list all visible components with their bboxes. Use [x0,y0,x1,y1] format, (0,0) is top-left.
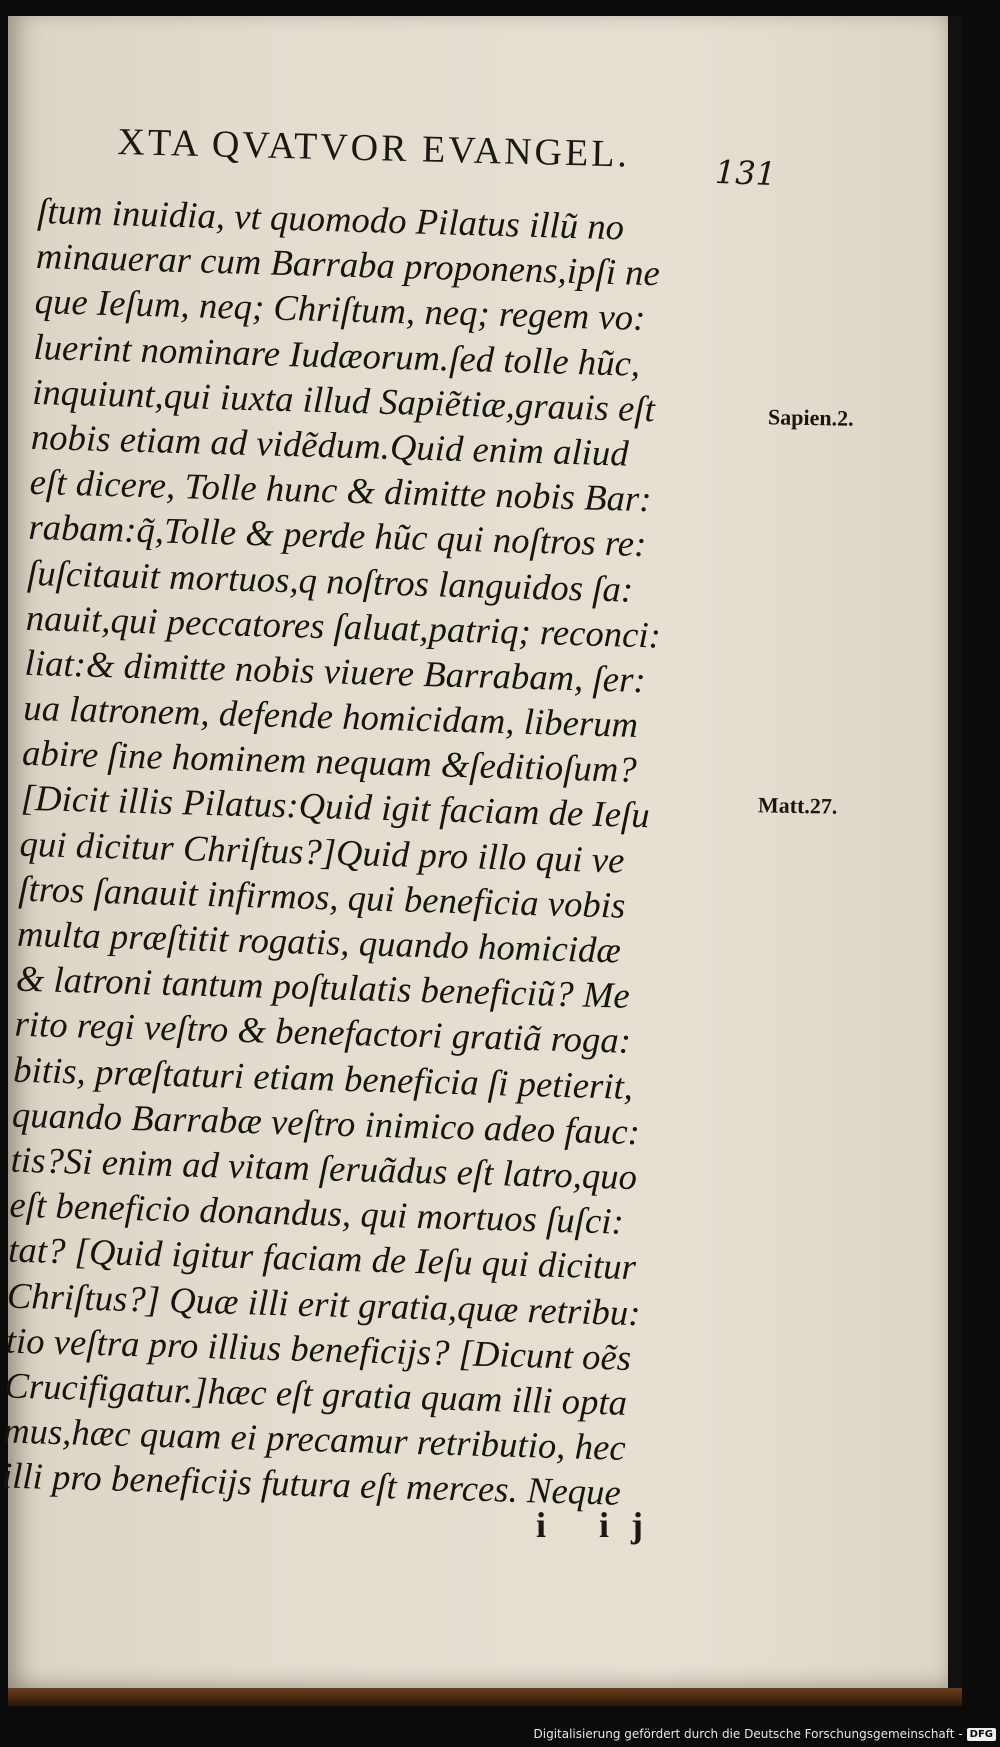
margin-note-sapien: Sapien.2. [767,404,854,431]
text-line: Crucifigatur.]hæc eſt gratia quam illi opta [3,1364,628,1423]
margin-note-matt: Matt.27. [757,792,838,819]
signature-mark: i ij [536,1505,665,1545]
text-line: ſtros ſanauit infirmos, qui beneficia vobis [17,867,627,926]
text-line: eſt beneficio donandus, qui mortuos ſuſci: [9,1183,625,1242]
text-line: tis?Si enim ad vitam ſeruãdus eſt latro,quo [10,1138,638,1198]
text-line: rabam:q̃,Tolle & perde hũc qui noſtros re: [27,506,648,565]
text-line: luerint nominare Iudæorum.ſed tolle hũc, [33,325,641,384]
footer-credit-text: Digitalisierung gefördert durch die Deutsche Forschungsgemeinschaft - [533,1727,963,1741]
text-line: inquiunt,qui iuxta illud Sapiẽtiæ,grauis eſt [31,370,656,430]
page-number: 131 [714,152,777,194]
text-line: ua latronem, defende homicidam, liberum [22,686,639,746]
text-line: Chriſtus?] Quæ illi erit gratia,quæ retribu: [6,1274,642,1333]
text-line: bitis, præſtaturi etiam beneficia ſi petierit, [12,1048,634,1107]
running-head: XTA QVATVOR EVANGEL. [116,120,631,176]
text-line: tio veſtra pro illius beneficijs? [Dicunt oẽs [5,1319,632,1378]
text-line: illi pro beneficijs futura eſt merces. Neque [1,1454,622,1514]
body-text [1,188,777,1519]
text-line: abire ſine hominem nequam &ſeditioſum? [21,732,638,791]
text-line: tat? [Quid igitur faciam de Ieſu qui dicitur [7,1228,637,1288]
text-line: qui dicitur Chriſtus?]Quid pro illo qui ve [19,822,626,881]
book-edge [8,1688,962,1706]
text-line: [Dicit illis Pilatus:Quid igit faciam de Ieſu [20,777,651,836]
text-line: nobis etiam ad vidẽdum.Quid enim aliud [30,415,630,474]
text-line: mus,hæc quam ei precamur retributio, hec [2,1409,627,1468]
text-line: rito regi veſtro & benefactori gratiã roga: [14,1003,632,1062]
text-line: minauerar cum Barraba proponens,ipſi ne [35,235,661,294]
text-line: liat:& dimitte nobis viuere Barrabam, ſer: [24,641,647,701]
text-line: ſuſcitauit mortuos,q noſtros languidos ſa: [26,551,634,610]
footer-credit [534,1727,997,1741]
text-line: que Ieſum, neq; Chriſtum, neq; regem vo: [34,280,646,339]
text-line: multa præſtitit rogatis, quando homicidæ [16,912,622,971]
text-line: & latroni tantum poſtulatis beneficiũ? Me [15,957,631,1017]
text-line: ſtum inuidia, vt quomodo Pilatus illũ no [36,189,625,248]
text-line: nauit,qui peccatores ſaluat,patriq; reconci: [25,596,662,656]
text-line: quando Barrabæ veſtro inimico adeo fauc: [11,1093,641,1152]
text-line: eſt dicere, Tolle hunc & dimitte nobis Bar: [29,461,653,520]
dfg-logo: DFG [967,1728,996,1741]
